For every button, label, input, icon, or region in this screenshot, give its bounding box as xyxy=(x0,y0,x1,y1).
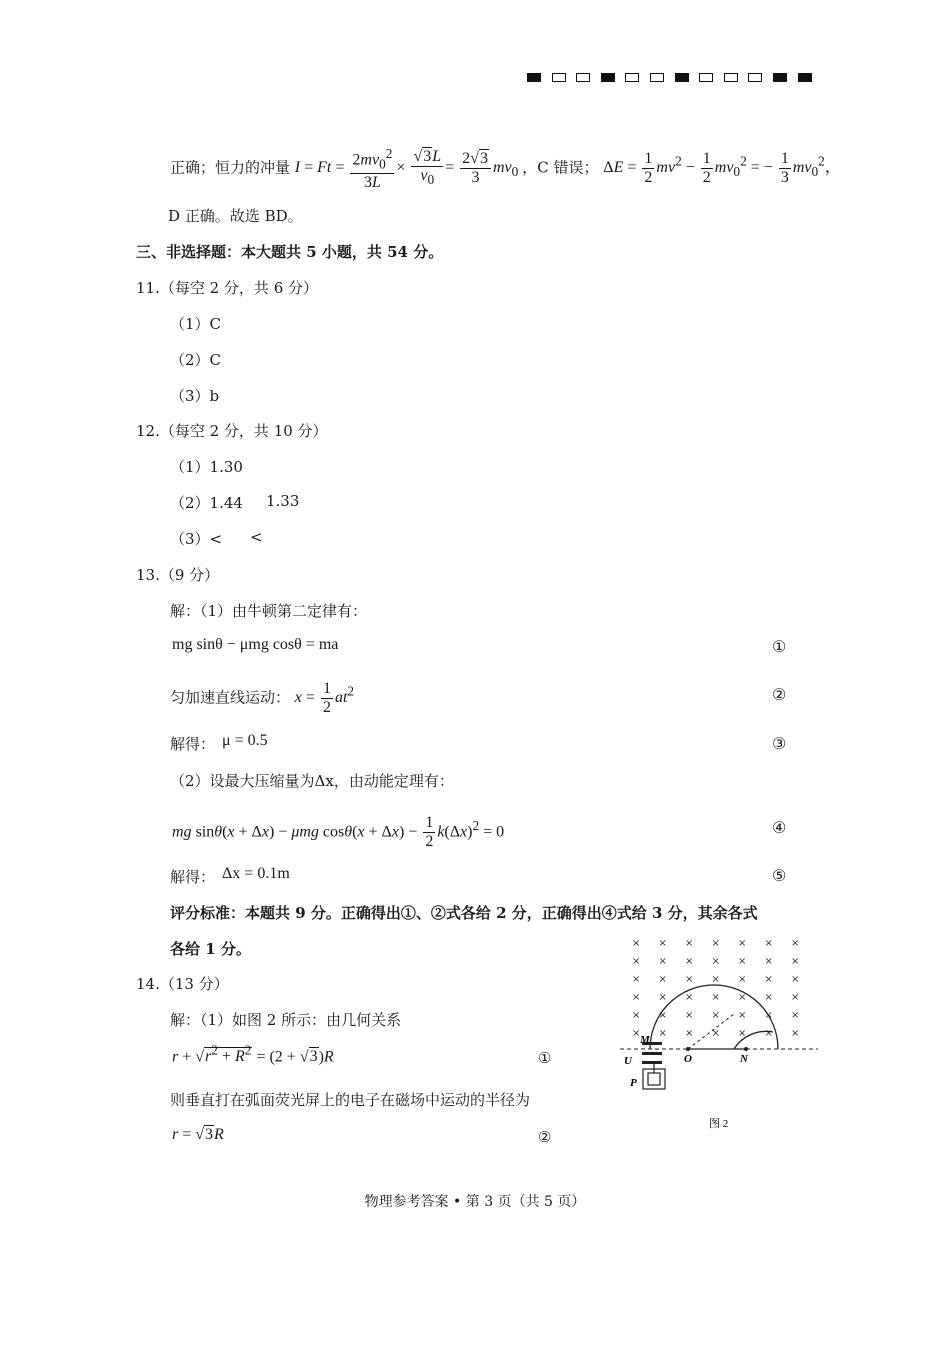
field-mark: × xyxy=(738,974,747,985)
field-mark: × xyxy=(632,938,641,949)
field-mark: × xyxy=(791,974,800,985)
header-mark-empty xyxy=(724,73,738,82)
field-mark: × xyxy=(658,956,667,967)
field-mark: × xyxy=(764,974,773,985)
q13-scoring-line-1: 评分标准：本题共 9 分。正确得出①、②式各给 2 分，正确得出④式给 3 分，其余各式 xyxy=(170,904,758,922)
field-mark: × xyxy=(658,992,667,1003)
header-mark-empty xyxy=(699,73,713,82)
q13-eq-number-1: ① xyxy=(772,637,787,656)
q13-eq-number-2: ② xyxy=(772,685,787,704)
field-mark: × xyxy=(791,1010,800,1021)
field-mark: × xyxy=(738,1010,747,1021)
q13-intro: 解：（1）由牛顿第二定律有： xyxy=(170,602,368,620)
field-mark: × xyxy=(711,1010,720,1021)
field-mark: × xyxy=(764,992,773,1003)
field-mark: × xyxy=(764,1010,773,1021)
field-mark: × xyxy=(711,992,720,1003)
field-mark: × xyxy=(685,974,694,985)
q14-heading: 14.（13 分） xyxy=(136,975,229,993)
label-m: M xyxy=(640,1034,650,1046)
field-mark: × xyxy=(658,1010,667,1021)
q14-eq-number-1: ① xyxy=(538,1049,552,1067)
q13-scoring-line-2: 各给 1 分。 xyxy=(170,940,251,958)
point-n xyxy=(744,1047,748,1051)
field-mark: × xyxy=(658,938,667,949)
field-mark: × xyxy=(632,974,641,985)
field-mark: × xyxy=(685,992,694,1003)
q11-answer-2: （2）C xyxy=(170,351,222,369)
q13-equation-1: mg sinθ − μmg cosθ = ma xyxy=(172,636,339,653)
q14-equation-1: $r + √r^2 + R^2 = (2 + √3)R$ xyxy=(172,1043,334,1066)
plate-u xyxy=(642,1061,662,1064)
impulse-intro: 正确；恒力的冲量 xyxy=(170,158,291,177)
figure-2-diagram xyxy=(612,932,822,1137)
q12-answer-2-second: 1.33 xyxy=(266,492,300,510)
label-p: P xyxy=(630,1077,637,1089)
q13-eq-number-5: ⑤ xyxy=(772,866,787,885)
source-p-inner xyxy=(648,1073,660,1085)
q13-equation-2: x = $\frac{1}{2}$ $at^2$ xyxy=(294,680,355,717)
field-mark: × xyxy=(685,956,694,967)
q11-answer-3: （3）b xyxy=(170,387,220,405)
page-footer: 物理参考答案 • 第 3 页（共 5 页） xyxy=(364,1194,586,1210)
q13-eq3-label: 解得： xyxy=(170,735,216,753)
field-mark: × xyxy=(711,1028,720,1039)
field-mark: × xyxy=(632,1010,641,1021)
field-mark: × xyxy=(685,938,694,949)
field-mark: × xyxy=(685,1010,694,1021)
header-mark-empty xyxy=(552,73,566,82)
c-wrong-text: ，C 错误； xyxy=(522,158,599,177)
q14-eq-number-2: ② xyxy=(538,1128,552,1146)
q13-equation-4: mg sinθ(x + Δx) − μmg cosθ(x + Δx) − $\frac{1}{2}$ $k(\Delta x)^2 = 0$ xyxy=(172,814,505,851)
field-mark: × xyxy=(764,956,773,967)
field-mark: × xyxy=(711,974,720,985)
field-mark: × xyxy=(632,992,641,1003)
q12-heading: 12.（每空 2 分，共 10 分） xyxy=(136,422,328,440)
field-mark: × xyxy=(738,938,747,949)
field-mark: × xyxy=(658,974,667,985)
continuation-line-1 xyxy=(170,142,841,193)
field-mark: × xyxy=(711,956,720,967)
field-mark: × xyxy=(632,956,641,967)
q13-part-2: （2）设最大压缩量为Δx，由动能定理有： xyxy=(170,772,454,790)
q13-eq-number-3: ③ xyxy=(772,734,787,753)
field-mark: × xyxy=(764,1028,773,1039)
continuation-line-2: D 正确。故选 BD。 xyxy=(168,207,303,225)
q13-heading: 13.（9 分） xyxy=(136,566,220,584)
field-mark: × xyxy=(658,1028,667,1039)
point-o xyxy=(686,1047,690,1051)
q13-eq2-label: 匀加速直线运动： xyxy=(170,688,291,707)
section-title: 三、非选择题：本大题共 5 小题，共 54 分。 xyxy=(136,243,444,261)
figure-2 xyxy=(612,932,822,1141)
magnetic-field-marks xyxy=(632,938,799,1039)
header-mark-empty xyxy=(748,73,762,82)
q14-radius-text: 则垂直打在弧面荧光屏上的电子在磁场中运动的半径为 xyxy=(170,1091,531,1109)
figure-caption: 图 2 xyxy=(709,1118,729,1130)
q11-answer-1: （1）C xyxy=(170,315,222,333)
energy-formula: ΔE = $\frac{1}{2}$ $mv^2$ − $\frac{1}{2}$ $mv_0^2$ = − $\frac{1}{3}$ $mv_0^2$， xyxy=(603,150,841,187)
label-u: U xyxy=(624,1055,632,1067)
header-mark-filled xyxy=(601,73,615,82)
header-mark-empty xyxy=(625,73,639,82)
header-mark-filled xyxy=(527,73,541,82)
label-o: O xyxy=(684,1053,692,1065)
q14-equation-2: r = √3R xyxy=(172,1126,224,1143)
field-mark: × xyxy=(738,956,747,967)
field-mark: × xyxy=(764,938,773,949)
header-mark-filled xyxy=(675,73,689,82)
q13-equation-2-line xyxy=(170,672,354,718)
header-mark-empty xyxy=(576,73,590,82)
q12-answer-2-label: （2）1.44 xyxy=(170,494,243,512)
header-mark-empty xyxy=(650,73,664,82)
q12-answer-3-label: （3）< xyxy=(170,530,223,548)
impulse-formula: I = Ft = $\frac{2mv_0^2}{3L}$ × $\frac{√3L}{v_0}$ = $\frac{2√3}{3}$ $mv_0$ xyxy=(294,145,519,192)
q13-eq-number-4: ④ xyxy=(772,818,787,837)
plate-m-lower xyxy=(642,1052,662,1055)
header-mark-filled xyxy=(773,73,787,82)
q13-equation-5: Δx = 0.1m xyxy=(222,865,290,882)
field-mark: × xyxy=(791,992,800,1003)
label-n: N xyxy=(740,1053,748,1065)
header-mark-filled xyxy=(798,73,812,82)
field-mark: × xyxy=(738,992,747,1003)
q13-eq5-label: 解得： xyxy=(170,868,216,886)
q12-answer-1: （1）1.30 xyxy=(170,458,243,476)
field-mark: × xyxy=(685,1028,694,1039)
q12-answer-3-second: < xyxy=(250,528,263,546)
q13-equation-3: μ = 0.5 xyxy=(222,732,268,749)
field-mark: × xyxy=(791,956,800,967)
field-mark: × xyxy=(791,1028,800,1039)
field-mark: × xyxy=(738,1028,747,1039)
q11-heading: 11.（每空 2 分，共 6 分） xyxy=(136,279,319,297)
field-mark: × xyxy=(632,1028,641,1039)
q14-intro: 解：（1）如图 2 所示：由几何关系 xyxy=(170,1011,402,1029)
field-mark: × xyxy=(791,938,800,949)
field-mark: × xyxy=(711,938,720,949)
